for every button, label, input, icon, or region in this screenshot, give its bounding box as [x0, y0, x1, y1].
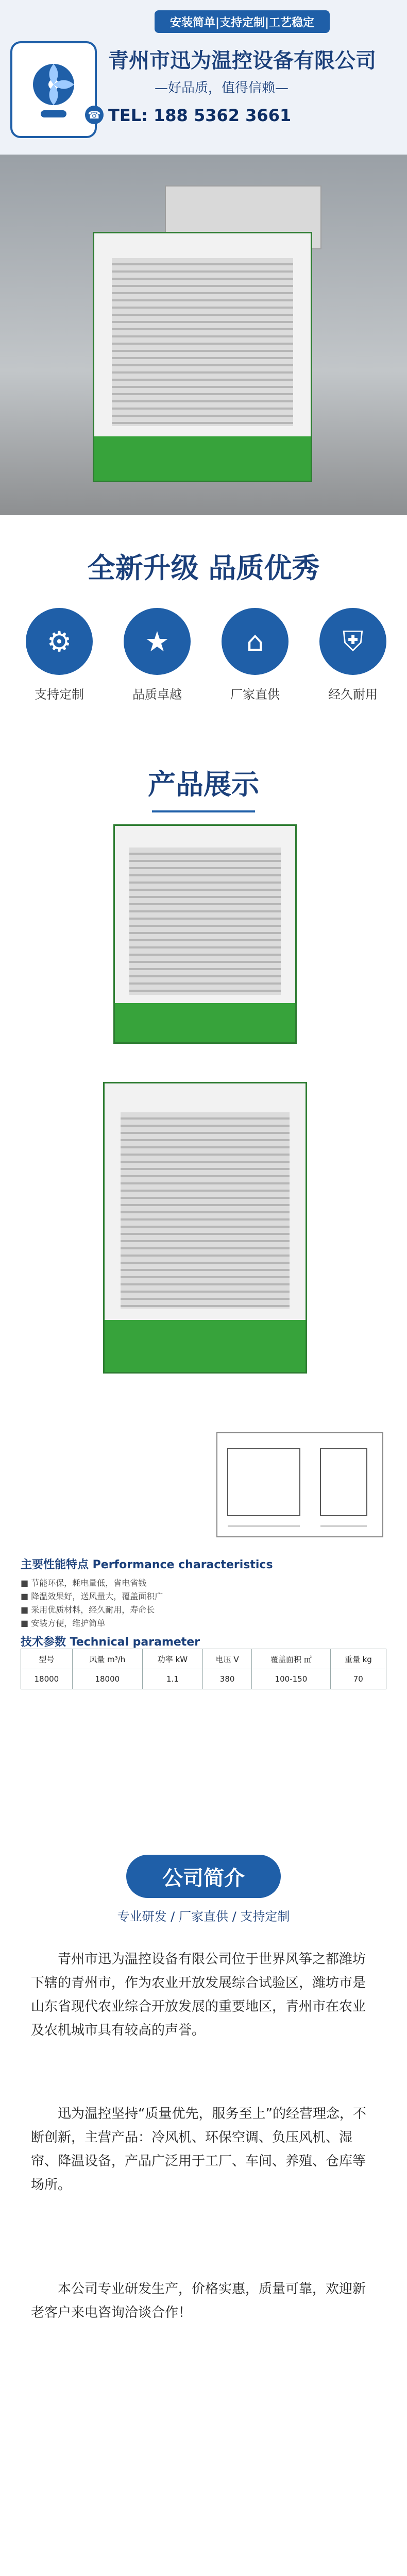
dimension-drawing-icon — [217, 1433, 382, 1536]
feature-label: 厂家直供 — [230, 687, 280, 702]
bullet: ■ 降温效果好，送风量大，覆盖面积广 — [21, 1591, 163, 1601]
product-display — [0, 752, 407, 1422]
air-cooler-unit — [93, 232, 312, 482]
display-title: 产品展示 — [0, 762, 407, 812]
company-logo — [10, 41, 97, 138]
dimension-drawing — [216, 1432, 383, 1537]
company-name: 青州市迅为温控设备有限公司 — [108, 49, 376, 73]
table-cell: 70 — [330, 1669, 386, 1689]
parameter-table — [21, 1649, 386, 1689]
product-photo-1 — [113, 824, 297, 1044]
bullet: ■ 安装方便，维护简单 — [21, 1618, 106, 1628]
phone-icon: ☎ — [85, 106, 104, 124]
bullet: ■ 采用优质材料，经久耐用，寿命长 — [21, 1605, 155, 1615]
table-header-cell: 重量 kg — [330, 1649, 386, 1669]
profile-paragraph-2: 迅为温控坚持“质量优先，服务至上”的经营理念，不断创新，主营产品：冷风机、环保空调、负压风机、湿帘、降温设备，产品广泛用于工厂、车间、养殖、仓库等场所。 — [31, 2106, 366, 2193]
feature-label: 品质卓越 — [132, 687, 182, 702]
factory-icon: ⌂ — [222, 608, 289, 675]
table-header-cell: 功率 kW — [142, 1649, 202, 1669]
table-cell: 380 — [202, 1669, 251, 1689]
cooler-grill — [121, 1112, 290, 1309]
gear-icon: ⚙ — [26, 608, 93, 675]
parameter-title: 技术参数 Technical parameter — [21, 1636, 200, 1649]
feature-label: 支持定制 — [35, 687, 84, 702]
table-cell: 1.1 — [142, 1669, 202, 1689]
table-header-cell: 型号 — [21, 1649, 73, 1669]
table-header-row — [21, 1649, 386, 1669]
table-cell: 18000 — [21, 1669, 73, 1689]
cooler-grill — [112, 258, 294, 426]
cooler-base — [115, 1003, 295, 1042]
hero-photo — [0, 155, 407, 515]
characteristics-title: 主要性能特点 Performance characteristics — [21, 1558, 273, 1571]
feature-quality — [113, 608, 201, 702]
table-row — [21, 1669, 386, 1689]
bullet: ■ 节能环保，耗电量低，省电省钱 — [21, 1578, 147, 1588]
feature-custom — [15, 608, 103, 702]
cooler-base — [94, 436, 311, 481]
cooler-base — [105, 1320, 306, 1372]
profile-title: 公司简介 — [126, 1855, 281, 1898]
upgrade-section — [0, 515, 407, 752]
feature-tags: 安装简单|支持定制|工艺稳定 — [155, 10, 330, 33]
table-header-cell: 风量 m³/h — [72, 1649, 142, 1669]
shield-icon: ⛨ — [319, 608, 386, 675]
medal-icon: ★ — [124, 608, 191, 675]
fan-logo-icon — [25, 56, 82, 123]
profile-subtitle: 专业研发 / 厂家直供 / 支持定制 — [117, 1909, 290, 1924]
table-cell: 18000 — [72, 1669, 142, 1689]
table-header-cell: 覆盖面积 ㎡ — [252, 1649, 330, 1669]
feature-label: 经久耐用 — [328, 687, 378, 702]
profile-paragraph-1: 青州市迅为温控设备有限公司位于世界风筝之都潍坊下辖的青州市，作为农业开放发展综合试验区，潍坊市是山东省现代农业综合开放发展的重要地区，青州市在农业及农机城市具有较高的声誉。 — [31, 1952, 366, 2038]
header — [0, 0, 407, 155]
header-phone: TEL: 188 5362 3661 — [108, 106, 292, 125]
table-cell: 100-150 — [252, 1669, 330, 1689]
product-photo-2 — [103, 1082, 307, 1374]
feature-direct — [211, 608, 299, 702]
spec-section — [0, 1422, 407, 1834]
table-header-cell: 电压 V — [202, 1649, 251, 1669]
slogan: —好品质，值得信赖— — [155, 80, 289, 96]
cooler-grill — [129, 848, 281, 995]
profile-paragraph-3: 本公司专业研发生产，价格实惠，质量可靠，欢迎新老客户来电咨询洽谈合作！ — [31, 2281, 366, 2320]
upgrade-title: 全新升级 品质优秀 — [87, 552, 320, 584]
company-profile — [0, 1834, 407, 2576]
feature-durable — [309, 608, 397, 702]
